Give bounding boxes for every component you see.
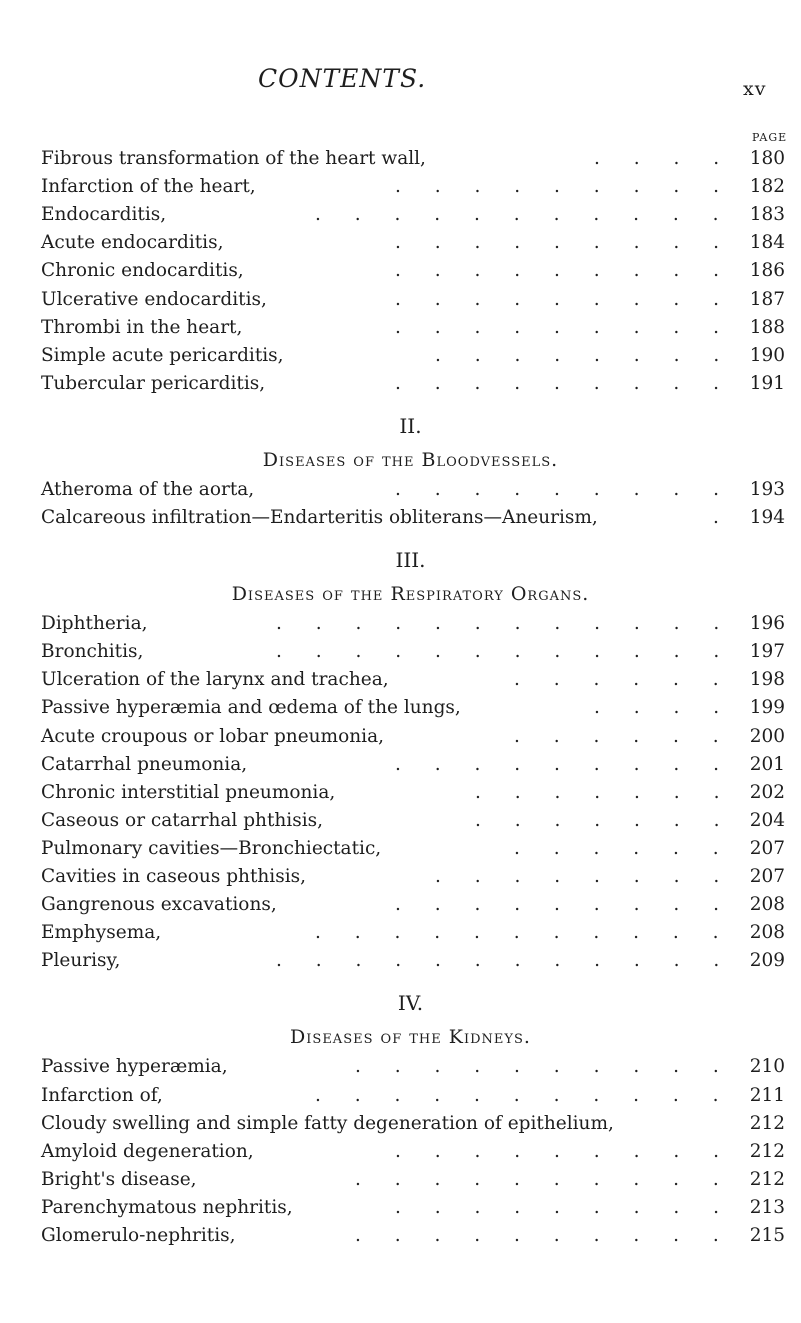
entry-page-number: 215 [749,1225,785,1246]
entry-page-number: 213 [749,1196,785,1218]
toc-entry[interactable] [41,723,785,751]
leader-dots: . . . . . . [514,837,733,859]
entry-page-number: 209 [749,950,785,972]
entry-page-number: 182 [749,176,785,198]
entry-title: Acute endocarditis, [41,232,224,254]
leader-dots: . . . . . . . . . [395,894,733,916]
entry-title: Fibrous transformation of the heart wall, [41,148,426,169]
entry-title: Acute croupous or lobar pneumonia, [41,725,384,747]
part-title: Diseases of the Respiratory Organs. [231,583,590,606]
leader-dots: . . . . . . . . . [395,478,733,500]
leader-dots: . . . . . . . . . . [355,1056,733,1078]
toc-entry[interactable] [41,173,785,201]
toc-entry[interactable] [41,370,785,398]
toc-entry[interactable] [41,229,785,257]
entry-title: Atheroma of the aorta, [41,478,255,500]
toc-entry[interactable] [41,666,785,694]
leader-dots: . . . . . . [514,669,733,691]
entry-title: Glomerulo-nephritis, [41,1225,236,1246]
toc-entry[interactable] [41,1166,785,1194]
toc-entry[interactable] [41,694,785,722]
entry-title: Ulcerative endocarditis, [41,288,267,310]
leader-dots: . [713,507,733,528]
entry-page-number: 202 [749,781,785,803]
entry-page-number: 207 [749,837,785,859]
entry-page-number: 204 [749,809,785,831]
entry-page-number: 212 [749,1140,785,1162]
leader-dots: . . . . . . . . . . [355,1225,733,1246]
toc-entry[interactable] [41,1110,785,1138]
entry-page-number: 193 [749,478,785,500]
entry-title: Calcareous infiltration—Endarteritis obliterans—Aneurism, [41,507,598,528]
entry-page-number: 212 [749,1168,785,1190]
leader-dots: . . . . . . . . . [395,260,733,282]
entry-page-number: 210 [749,1056,785,1078]
entry-page-number: 198 [749,669,785,691]
entry-page-number: 188 [749,316,785,338]
part-title: Diseases of the Bloodvessels. [262,448,559,471]
entry-title: Gangrenous excavations, [41,894,277,916]
part-numeral: III. [395,548,426,573]
entry-page-number: 180 [749,148,785,169]
running-page-number: xv [743,78,767,100]
entry-title: Chronic endocarditis, [41,260,244,282]
leader-dots: . . . . . . . . . . . . [276,613,734,635]
leader-dots: . . . . . . . . [435,344,734,366]
toc-entry[interactable] [41,257,785,285]
entry-page-number: 207 [749,866,785,887]
entry-page-number: 186 [749,260,785,282]
leader-dots: . . . . . . . . . [395,753,733,775]
toc-entry[interactable] [41,610,785,638]
toc-entry[interactable] [41,779,785,807]
entry-page-number: 191 [749,372,785,394]
running-head [0,64,801,100]
toc-entry[interactable] [41,314,785,342]
entry-title: Simple acute pericarditis, [41,344,284,366]
toc-entry[interactable] [41,342,785,370]
entry-title: Endocarditis, [41,204,167,226]
toc-entry[interactable] [41,863,785,891]
entry-title: Emphysema, [41,922,162,944]
toc-entry[interactable] [41,835,785,863]
entry-page-number: 190 [749,344,785,366]
entry-page-number: 183 [749,204,785,226]
toc-entry[interactable] [41,891,785,919]
toc-entry[interactable] [41,476,785,504]
toc-entry[interactable] [41,919,785,947]
toc-entry[interactable] [41,1194,785,1222]
entry-title: Caseous or catarrhal phthisis, [41,809,324,831]
leader-dots: . . . . . . . . . . . [315,204,733,226]
part-numeral: II. [399,413,422,438]
entry-title: Pulmonary cavities—Bronchiectatic, [41,837,382,859]
entry-title: Pleurisy, [41,950,121,972]
leader-dots: . . . . . . . . . [395,316,733,338]
part-numeral: IV. [397,991,424,1016]
entry-title: Bright's disease, [41,1168,197,1190]
leader-dots: . . . . . . . . . [395,232,733,254]
leader-dots: . . . . . . [514,725,733,747]
toc-entry[interactable] [41,1222,785,1250]
leader-dots: . . . . [594,148,734,169]
part-title: Diseases of the Kidneys. [290,1026,531,1049]
leader-dots: . . . . . . . . . . [355,1168,733,1190]
leader-dots: . . . . . . . . . . . [315,1084,733,1106]
entry-page-number: 184 [749,232,785,254]
entry-page-number: 212 [749,1112,785,1134]
entry-page-number: 187 [749,288,785,310]
entry-page-number: 200 [749,725,785,747]
entry-title: Parenchymatous nephritis, [41,1196,293,1218]
page-column-label: PAGE [752,131,788,144]
entry-title: Diphtheria, [41,613,148,635]
entry-page-number: 208 [749,922,785,944]
entry-page-number: 201 [749,753,785,775]
toc-entry[interactable] [41,1138,785,1166]
entry-title: Amyloid degeneration, [41,1140,254,1162]
leader-dots: . . . . . . . . . . . [315,922,733,944]
leader-dots: . . . . . . . [475,809,734,831]
leader-dots: . . . . . . . . . . . . [276,950,734,972]
toc-entry[interactable] [41,638,785,666]
running-title: CONTENTS. [258,64,427,93]
toc-entry[interactable] [41,751,785,779]
entry-title: Cloudy swelling and simple fatty degeneration of epithelium, [41,1112,614,1134]
leader-dots: . . . . . . . . . [395,372,733,394]
entry-page-number: 194 [749,507,785,528]
leader-dots: . . . . . . . [475,781,734,803]
entry-title: Chronic interstitial pneumonia, [41,781,336,803]
entry-title: Passive hyperæmia and œdema of the lungs, [41,697,461,719]
entry-title: Tubercular pericarditis, [41,372,266,394]
toc-entry[interactable] [41,504,785,532]
entry-title: Infarction of the heart, [41,176,256,198]
entry-page-number: 197 [749,641,785,663]
entry-title: Bronchitis, [41,641,144,663]
entry-title: Catarrhal pneumonia, [41,753,248,775]
entry-title: Thrombi in the heart, [41,316,243,338]
entry-title: Cavities in caseous phthisis, [41,866,307,887]
entry-page-number: 196 [749,613,785,635]
toc-entry[interactable] [41,947,785,975]
toc-entry[interactable] [41,1053,785,1081]
leader-dots: . . . . . . . . . [395,288,733,310]
entry-page-number: 199 [749,697,785,719]
leader-dots: . . . . . . . . [435,866,734,887]
leader-dots: . . . . . . . . . [395,1140,733,1162]
leader-dots: . . . . [594,697,734,719]
leader-dots: . . . . . . . . . [395,176,733,198]
entry-title: Infarction of, [41,1084,163,1106]
entry-title: Passive hyperæmia, [41,1056,228,1078]
toc-entry[interactable] [41,1082,785,1110]
entry-title: Ulceration of the larynx and trachea, [41,669,389,691]
entry-page-number: 211 [749,1084,785,1106]
toc-entry[interactable] [41,807,785,835]
toc-entry[interactable] [41,145,785,173]
leader-dots: . . . . . . . . . [395,1196,733,1218]
entry-page-number: 208 [749,894,785,916]
toc-entry[interactable] [41,201,785,229]
toc-entry[interactable] [41,286,785,314]
leader-dots: . . . . . . . . . . . . [276,641,734,663]
